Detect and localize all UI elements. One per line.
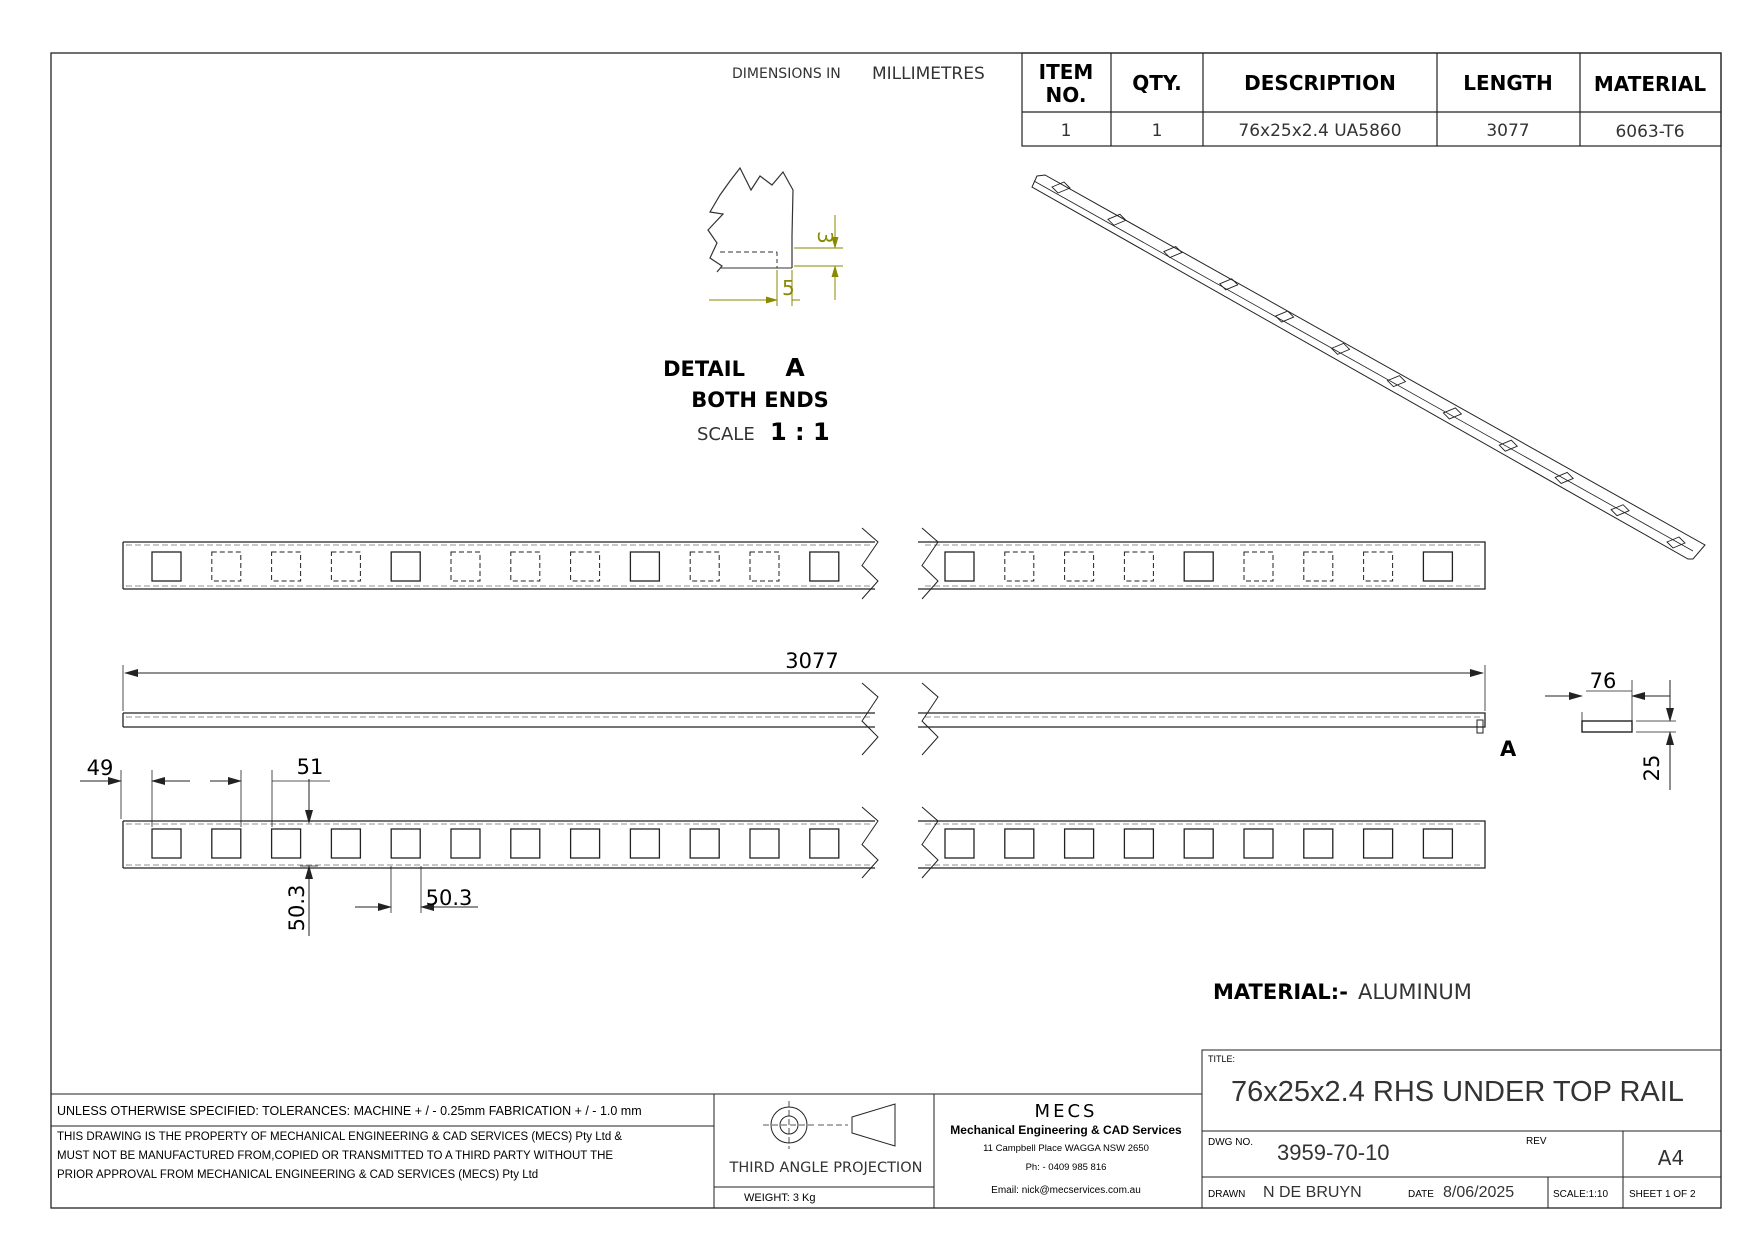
- company-email: Email: nick@mecservices.com.au: [991, 1185, 1141, 1196]
- rail-outline-right: [918, 542, 1485, 589]
- hole-left: [810, 829, 839, 858]
- rail-outline-left: [123, 821, 875, 868]
- dim-vertical-offset: 50.3: [285, 884, 309, 932]
- dimensions-unit: MILLIMETRES: [872, 64, 985, 84]
- company-address: 11 Campbell Place WAGGA NSW 2650: [983, 1143, 1149, 1154]
- hole-left: [750, 552, 779, 581]
- bom-cell-material: 6063-T6: [1615, 122, 1685, 142]
- hole-right: [1304, 552, 1333, 581]
- dwg-no-label: DWG NO.: [1208, 1137, 1253, 1148]
- side-outline-right: [918, 713, 1485, 727]
- hole-left: [331, 829, 360, 858]
- hole-right: [1364, 829, 1393, 858]
- section-view: [1545, 669, 1676, 790]
- hole-left: [212, 829, 241, 858]
- detail-subtitle: BOTH ENDS: [691, 388, 829, 412]
- hole-right: [1244, 829, 1273, 858]
- section-width-dim: 76: [1589, 669, 1617, 693]
- top-view: [123, 528, 1485, 599]
- bom-cell-qty: 1: [1151, 121, 1163, 141]
- hole-left: [391, 829, 420, 858]
- hole-right: [945, 829, 974, 858]
- detail-dim-vertical: 3: [813, 231, 837, 244]
- detail-dim-horizontal: 5: [782, 276, 795, 300]
- hole-left: [451, 829, 480, 858]
- property-note-line3: PRIOR APPROVAL FROM MECHANICAL ENGINEERING & CAD SERVICES (MECS) Pty Ltd: [57, 1169, 539, 1181]
- detail-scale-value: 1 : 1: [770, 418, 830, 446]
- material-note-label: MATERIAL:-: [1213, 980, 1348, 1004]
- sheet-size: A4: [1657, 1146, 1685, 1170]
- tolerances-note: UNLESS OTHERWISE SPECIFIED: TOLERANCES: MACHINE + / - 0.25mm FABRICATION + / - 1.0 mm: [57, 1104, 642, 1118]
- hole-left: [331, 552, 360, 581]
- title-label: TITLE:: [1208, 1054, 1236, 1064]
- hole-left: [690, 552, 719, 581]
- sheet-number: SHEET 1 OF 2: [1629, 1189, 1696, 1200]
- hole-right: [1184, 829, 1213, 858]
- hole-right: [1244, 552, 1273, 581]
- hole-left: [511, 552, 540, 581]
- iso-hole: [1332, 343, 1350, 354]
- drawn-label: DRAWN: [1208, 1189, 1246, 1200]
- company-logo: MECS: [1034, 1101, 1098, 1122]
- isometric-view: [1032, 175, 1705, 559]
- material-note-value: ALUMINUM: [1358, 980, 1472, 1004]
- third-angle-projection-icon: [763, 1101, 895, 1149]
- hole-right: [1423, 829, 1452, 858]
- bom-header-item-no: NO.: [1045, 83, 1087, 107]
- bom-cell-length: 3077: [1486, 121, 1530, 141]
- bom-header-item: ITEM: [1038, 60, 1094, 84]
- overall-length-dim: 3077: [785, 649, 839, 673]
- company-phone: Ph: - 0409 985 816: [1025, 1162, 1107, 1173]
- hole-right: [1005, 829, 1034, 858]
- bom-table: [1022, 53, 1721, 146]
- detail-title-letter: A: [785, 353, 805, 382]
- hole-right: [945, 552, 974, 581]
- iso-hole: [1443, 408, 1461, 419]
- hole-right: [1065, 552, 1094, 581]
- detail-scale-label: SCALE: [697, 424, 755, 445]
- hole-right: [1124, 829, 1153, 858]
- bom-header-qty: QTY.: [1132, 71, 1182, 95]
- hole-right: [1005, 552, 1034, 581]
- hole-left: [690, 829, 719, 858]
- property-note-line1: THIS DRAWING IS THE PROPERTY OF MECHANICAL ENGINEERING & CAD SERVICES (MECS) Pty Ltd &: [57, 1131, 623, 1143]
- drawing-title: 76x25x2.4 RHS UNDER TOP RAIL: [1231, 1076, 1684, 1108]
- date-label: DATE: [1408, 1189, 1434, 1200]
- hole-left: [571, 829, 600, 858]
- hole-right: [1364, 552, 1393, 581]
- drawn-by: N DE BRUYN: [1263, 1184, 1362, 1201]
- hole-right: [1423, 552, 1452, 581]
- property-note-line2: MUST NOT BE MANUFACTURED FROM,COPIED OR TRANSMITTED TO A THIRD PARTY WITHOUT THE: [57, 1150, 614, 1162]
- dimensions-label: DIMENSIONS IN: [732, 66, 841, 82]
- section-height-dim: 25: [1640, 754, 1664, 782]
- side-view: [123, 665, 1485, 755]
- sheet-border: [51, 53, 1721, 1208]
- iso-hole: [1499, 440, 1517, 451]
- hole-left: [571, 552, 600, 581]
- weight-label: WEIGHT: 3 Kg: [744, 1192, 816, 1204]
- hole-left: [391, 552, 420, 581]
- hole-left: [152, 552, 181, 581]
- dwg-no: 3959-70-10: [1277, 1140, 1390, 1165]
- hole-left: [272, 829, 301, 858]
- side-outline-left: [123, 713, 875, 727]
- company-name: Mechanical Engineering & CAD Services: [950, 1123, 1182, 1137]
- bom-cell-item: 1: [1060, 121, 1072, 141]
- hole-right: [1304, 829, 1333, 858]
- hole-left: [212, 552, 241, 581]
- hole-left: [511, 829, 540, 858]
- hole-left: [630, 829, 659, 858]
- hole-left: [152, 829, 181, 858]
- iso-hole: [1164, 247, 1182, 258]
- hole-left: [750, 829, 779, 858]
- detail-a-view: [708, 168, 843, 306]
- hole-right: [1184, 552, 1213, 581]
- detail-title-prefix: DETAIL: [663, 357, 745, 381]
- bom-header-material: MATERIAL: [1593, 72, 1707, 96]
- rail-outline-left: [123, 542, 875, 589]
- hole-left: [272, 552, 301, 581]
- iso-hole: [1667, 537, 1685, 548]
- bom-cell-description: 76x25x2.4 UA5860: [1238, 121, 1402, 141]
- hole-right: [1065, 829, 1094, 858]
- iso-hole: [1220, 279, 1238, 290]
- dim-hole-pitch: 50.3: [425, 886, 473, 910]
- rev-label: REV: [1526, 1136, 1547, 1147]
- rail-outline-right: [918, 821, 1485, 868]
- bom-header-length: LENGTH: [1463, 71, 1553, 95]
- hole-left: [630, 552, 659, 581]
- projection-label: THIRD ANGLE PROJECTION: [729, 1160, 923, 1176]
- hole-left: [451, 552, 480, 581]
- hole-right: [1124, 552, 1153, 581]
- dim-hole-size: 51: [296, 755, 324, 779]
- date-value: 8/06/2025: [1443, 1184, 1515, 1201]
- hole-left: [810, 552, 839, 581]
- detail-callout: A: [1500, 737, 1517, 761]
- bom-header-description: DESCRIPTION: [1244, 71, 1396, 95]
- dim-end-offset: 49: [86, 756, 114, 780]
- scale-value: SCALE:1:10: [1553, 1189, 1609, 1200]
